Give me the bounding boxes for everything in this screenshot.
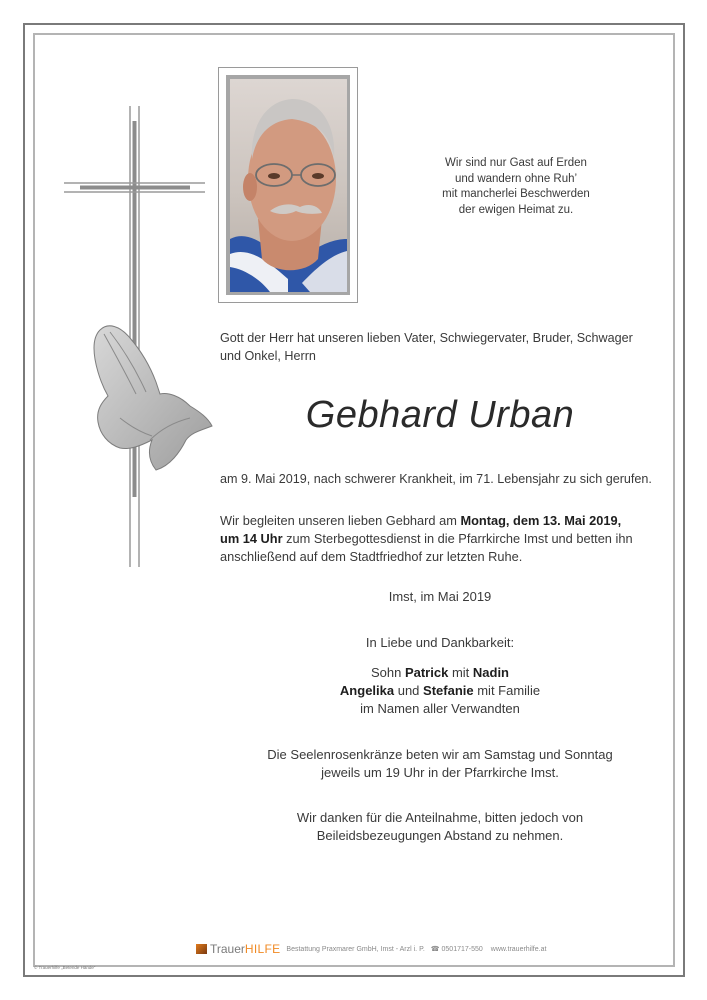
funeral-date: Montag, dem 13. Mai 2019, bbox=[460, 513, 622, 528]
mourner-text: Sohn bbox=[370, 665, 405, 680]
mourner-text: und bbox=[394, 683, 424, 698]
mourners-line-1 bbox=[220, 664, 660, 682]
logo-text-accent: HILFE bbox=[244, 942, 281, 956]
place-date: Imst, im Mai 2019 bbox=[388, 589, 492, 604]
image-credit: © Trauerhilfe „Betende Hände“ bbox=[34, 965, 96, 970]
intro-line-1: Gott der Herr hat unseren lieben Vater, Schwiegervater, Bruder, Schwager bbox=[220, 331, 633, 345]
intro-line-2: und Onkel, Herrn bbox=[220, 349, 316, 363]
mourner-name: Angelika bbox=[339, 683, 395, 698]
mourner-name: Patrick bbox=[404, 665, 449, 680]
thanks-line: Wir danken für die Anteilnahme, bitten jedoch von bbox=[296, 810, 584, 825]
website-link[interactable]: www.trauerhilfe.at bbox=[490, 945, 547, 953]
thanks-note bbox=[220, 809, 660, 845]
portrait-photo bbox=[230, 79, 347, 292]
mourner-text: mit Familie bbox=[473, 683, 541, 698]
verse bbox=[405, 156, 627, 218]
mourners-list bbox=[220, 664, 660, 718]
logo-icon bbox=[196, 944, 207, 954]
intro-text bbox=[220, 329, 660, 365]
funeral-text: Wir begleiten unseren lieben Gebhard am bbox=[220, 513, 461, 528]
logo-text: Trauer bbox=[210, 942, 245, 956]
thanks-line: Beileidsbezeugungen Abstand zu nehmen. bbox=[316, 828, 564, 843]
funeral-text: anschließend auf dem Stadtfriedhof zur letzten Ruhe. bbox=[220, 549, 523, 564]
mourner-text: mit bbox=[448, 665, 473, 680]
phone-icon: ☎ bbox=[430, 946, 440, 953]
praying-hands-image bbox=[90, 322, 214, 472]
funeral-details bbox=[220, 512, 660, 566]
deceased-name: Gebhard Urban bbox=[305, 394, 575, 436]
footer bbox=[196, 942, 546, 956]
mourners-heading: In Liebe und Dankbarkeit: bbox=[365, 635, 515, 650]
rosary-note bbox=[220, 746, 660, 782]
mourner-name: Nadin bbox=[472, 665, 510, 680]
mourners-line-2 bbox=[220, 682, 660, 700]
verse-line: und wandern ohne Ruh’ bbox=[454, 172, 578, 185]
company-name: Bestattung Praxmarer GmbH, Imst - Arzl i. P. bbox=[286, 945, 425, 953]
funeral-text: zum Sterbegottesdienst in die Pfarrkirche Imst und betten ihn bbox=[282, 531, 633, 546]
verse-line: Wir sind nur Gast auf Erden bbox=[445, 157, 587, 169]
mourner-name: Stefanie bbox=[423, 683, 474, 698]
death-statement: am 9. Mai 2019, nach schwerer Krankheit, im 71. Lebensjahr zu sich gerufen. bbox=[220, 472, 652, 486]
mourners-line-3: im Namen aller Verwandten bbox=[360, 701, 520, 716]
funeral-time: um 14 Uhr bbox=[220, 531, 283, 546]
phone-number: 0501717-550 bbox=[441, 945, 483, 953]
verse-line: mit mancherlei Beschwerden bbox=[442, 188, 590, 200]
rosary-line: jeweils um 19 Uhr in der Pfarrkirche Imst. bbox=[321, 765, 559, 780]
verse-line: der ewigen Heimat zu. bbox=[458, 203, 574, 216]
rosary-line: Die Seelenrosenkränze beten wir am Samstag und Sonntag bbox=[267, 747, 613, 762]
